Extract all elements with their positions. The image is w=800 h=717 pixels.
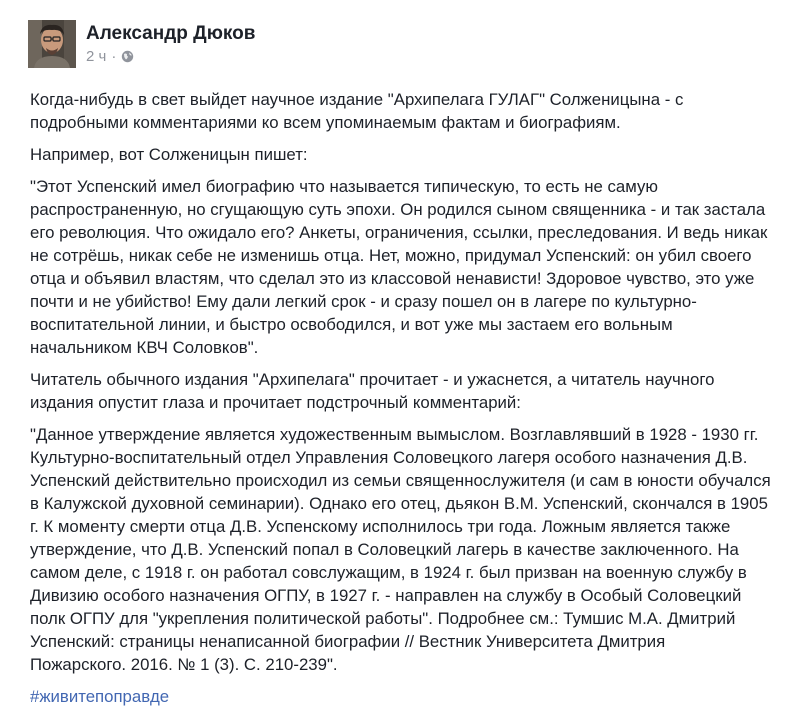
author-name[interactable]: Александр Дюков [86,23,256,44]
post-body [30,88,782,717]
post-paragraph-example: Например, вот Солженицын пишет: [30,145,308,164]
post-header [28,20,255,70]
post-paragraph-reader: Читатель обычного издания "Архипелага" прочитает - и ужаснется, а читатель научного издания опустит глаза и прочитает подстрочный комментарий: [30,370,715,412]
post-paragraph-quote: "Этот Успенский имел биографию что называется типическую, то есть не самую распространенную, но сгущающую суть эпохи. Он родился сыном священника - и так застала его революция. Что ожидало его? Анкеты, ограничения, ссылки, преследования. И ведь никак не сотрёшь, никак себе не изменишь отца. Нет, можно, придумал Успенский: он убил своего отца и объявил властям, что сделал это из классовой ненависти! Здоровое чувство, это уже почти и не убийство! Ему дали легкий срок - и сразу пошел он в лагере по культурно- воспитательной линии, и быстро освободился, и вот уже мы застаем его вольным начальником КВЧ Соловков". [30,177,768,357]
hashtag-link[interactable]: #живитепоправде [30,687,170,706]
meta-separator: · [111,48,117,65]
post-paragraph-intro: Когда-нибудь в свет выйдет научное издание "Архипелага ГУЛАГ" Солженицына - с подробными комментариями ко всем упоминаемым фактам и биографиям. [30,90,684,132]
post-paragraph-commentary: "Данное утверждение является художественным вымыслом. Возглавлявший в 1928 - 1930 гг. Культурно-воспитательный отдел Управления Соловецкого лагеря особого назначения Д.В. Успенский действительно происходил из семьи священнослужителя (и сам в юности обучался в Калужской духовной семинарии). Однако его отец, дьякон В.М. Успенский, скончался в 1905 г. К моменту смерти отца Д.В. Успенскому исполнилось три года. Ложным является также утверждение, что Д.В. Успенский попал в Соловецкий лагерь в качестве заключенного. На самом деле, с 1918 г. он работал совслужащим, в 1924 г. был призван на военную службу в Дивизию особого назначения ОГПУ, в 1927 г. - направлен на службу в Особый Соловецкий полк ОГПУ для "укрепления политической работы". Подробнее см.: Тумшис М.А. Дмитрий Успенский: страницы ненаписанной биографии // Вестник Университета Дмитрия Пожарского. 2016. № 1 (3). С. 210-239". [30,425,771,674]
avatar[interactable] [28,20,76,68]
globe-icon[interactable] [121,50,134,63]
post-meta [86,48,255,65]
post-timestamp[interactable]: 2 ч [86,48,107,65]
